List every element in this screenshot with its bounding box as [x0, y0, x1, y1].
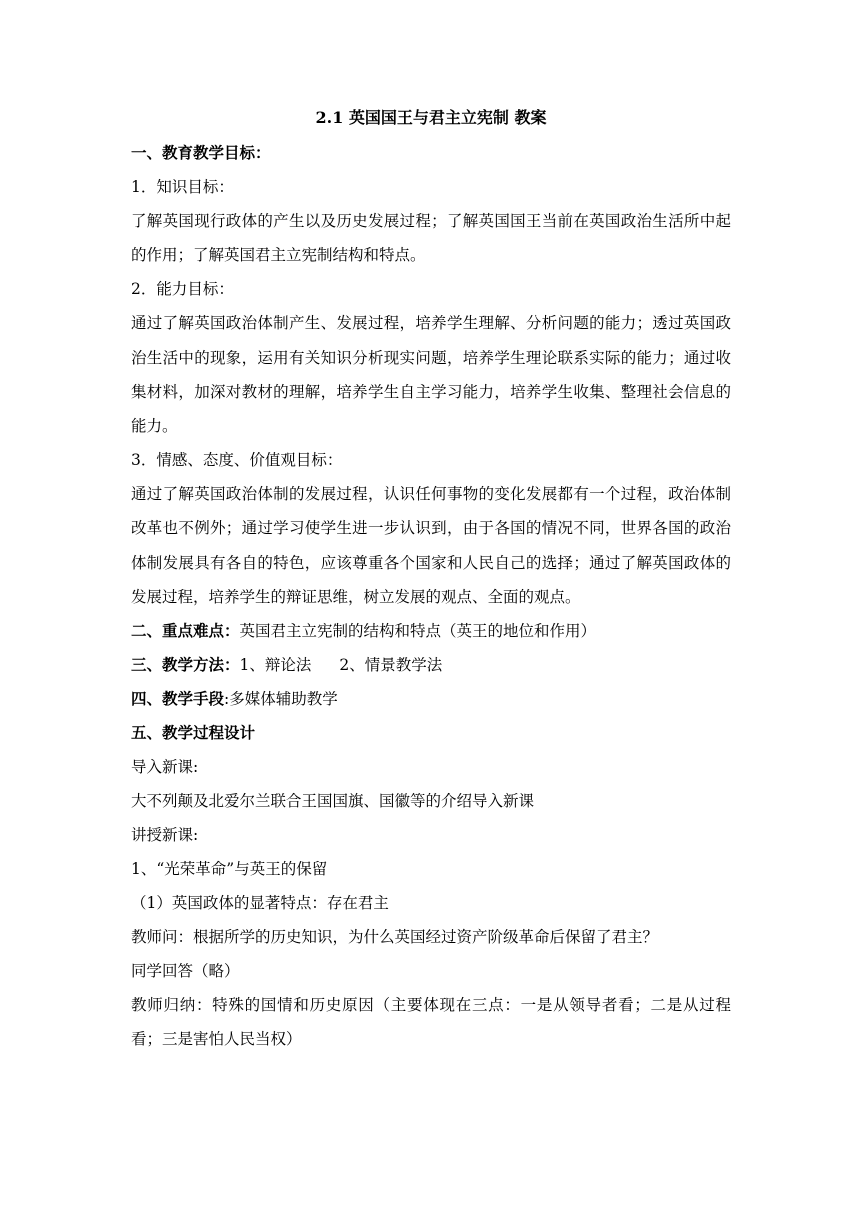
- section-1-heading: 一、教育教学目标：: [131, 143, 271, 162]
- section-2: [131, 614, 731, 648]
- ability-goal-text: 通过了解英国政治体制产生、发展过程，培养学生理解、分析问题的能力；透过英国政治生活中的现象，运用有关知识分析现实问题，培养学生理论联系实际的能力；通过收集材料，加深对教材的理解，培养学生自主学习能力，培养学生收集、整理社会信息的能力。: [131, 314, 731, 436]
- teacher-summary: 教师归纳：特殊的国情和历史原因（主要体现在三点：一是从领导者看；二是从过程看；三是害怕人民当权）: [131, 996, 731, 1049]
- ability-goal-label: 2．能力目标：: [131, 280, 234, 299]
- intro-label: 导入新课:: [131, 758, 199, 777]
- section-3: [131, 648, 731, 682]
- sub-point-1: （1）英国政体的显著特点：存在君主: [131, 894, 389, 913]
- section-5-heading: 五、教学过程设计: [131, 723, 256, 743]
- section-3-heading: 三、教学方法：: [131, 655, 240, 675]
- student-answer: 同学回答（略）: [131, 962, 240, 981]
- section-2-heading: 二、重点难点：: [131, 621, 240, 641]
- page-title: 2.1 英国国王与君主立宪制 教案: [315, 108, 547, 127]
- section-4: [131, 682, 731, 716]
- method-2: 2、情景教学法: [339, 656, 443, 675]
- section-4-heading: 四、教学手段: [131, 689, 225, 709]
- emotion-goal-label: 3．情感、态度、价值观目标：: [131, 451, 343, 470]
- intro-text: 大不列颠及北爱尔兰联合王国国旗、国徽等的介绍导入新课: [131, 792, 535, 811]
- knowledge-goal-label: 1．知识目标：: [131, 178, 234, 196]
- section-2-text: 英国君主立宪制的结构和特点（英王的地位和作用）: [239, 622, 597, 641]
- section-4-text: :多媒体辅助教学: [224, 690, 338, 709]
- point-1: 1、“光荣革命”与英王的保留: [131, 860, 328, 879]
- emotion-goal-text: 通过了解英国政治体制的发展过程，认识任何事物的变化发展都有一个过程，政治体制改革也不例外；通过学习使学生进一步认识到，由于各国的情况不同，世界各国的政治体制发展具有各自的特色，应该尊重各个国家和人民自己的选择；通过了解英国政体的发展过程，培养学生的辩证思维，树立发展的观点、全面的观点。: [131, 485, 731, 606]
- knowledge-goal-text: 了解英国现行政体的产生以及历史发展过程；了解英国国王当前在英国政治生活所中起的作用；了解英国君主立宪制结构和特点。: [131, 212, 731, 265]
- teach-label: 讲授新课:: [131, 826, 199, 845]
- document-page: [131, 100, 731, 1056]
- teacher-question: 教师问：根据所学的历史知识，为什么英国经过资产阶级革命后保留了君主？: [131, 928, 659, 947]
- method-1: 1、辩论法: [239, 656, 312, 675]
